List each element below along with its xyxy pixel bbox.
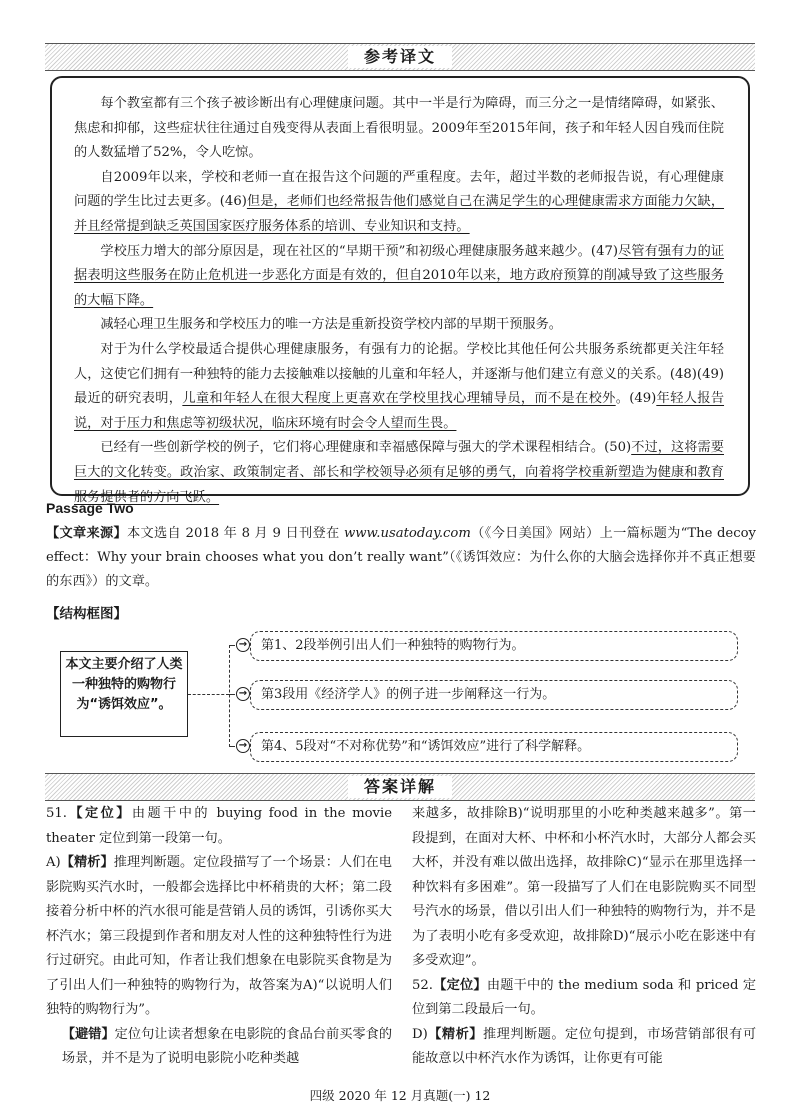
underlined-sentence: 不过，这将需要巨大的文化转变。政治家、政策制定者、部长和学校领导必须有足够的勇气，向着将学校重新塑造为健康和教育服务提供者的方向飞跃。 [74, 440, 724, 505]
paragraph-text: 。(49) [615, 391, 657, 407]
answer-entry [412, 974, 756, 1023]
arrow-icon: → [236, 739, 250, 753]
paragraph-text: 减轻心理卫生服务和学校压力的唯一方法是重新投资学校内部的早期干预服务。 [100, 317, 562, 333]
answer-text: 由题干中的 the medium soda 和 priced 定位到第二段最后一句。 [412, 977, 757, 1017]
connector-2 [229, 694, 235, 695]
answer-number: D) [412, 1026, 428, 1042]
answer-text: 来越多，故排除B)“说明那里的小吃种类越来越多”。第一段提到，在面对大杯、中杯和小杯汽水时，大部分人都会买大杯，并没有难以做出选择，故排除C)“显示在那里选择一种饮料有多困难”。第一段描写了人们在电影院购买不同型号汽水的场景，借以引出人们一种独特的购物行为，并不是为了表明小吃有多受欢迎，故排除D)“展示小吃在影迷中有多受欢迎”。 [412, 806, 756, 968]
answer-text: 推理判断题。定位句提到，市场营销部很有可能故意以中杯汽水作为诱饵，让你更有可能 [412, 1026, 757, 1066]
arrow-icon: → [236, 687, 250, 701]
source-text-2: （《今日美国》网站）上一篇标题为“The decoy effect：Why your brain chooses what you don’t really want”（《诱饵效应：为什么你的大脑会选择你并不真正想要的东西》）的文章。 [46, 526, 757, 589]
structure-item: 第3段用《经济学人》的例子进一步阐释这一行为。 [250, 680, 738, 710]
answer-number: 51. [46, 806, 67, 821]
structure-main-box: 本文主要介绍了人类一种独特的购物行为“诱饵效应”。 [60, 651, 188, 737]
answer-text: 定位句让读者想象在电影院的食品台前买零食的场景，并不是为了说明电影院小吃种类越 [61, 1026, 393, 1066]
paragraph-text: 自2009年以来，学校和老师一直在报告这个问题的严重程度。去年，超过半数的老师报告说，有心理健康问题的学生比过去更多。(46) [74, 169, 724, 210]
translation-header: 参考译文 [348, 46, 452, 68]
translation-paragraph [74, 436, 724, 510]
source-site: www.usatoday.com [343, 526, 471, 541]
paragraph-text: 已经有一些创新学校的例子，它们将心理健康和幸福感保障与强大的学术课程相结合。(50) [100, 440, 632, 456]
answer-text: 推理判断题。定位段描写了一个场景：人们在电影院购买汽水时，一般都会选择比中杯稍贵的大杯；第二段接着分析中杯的汽水很可能是营销人员的诱饵，引诱你买大杯汽水；第三段提到作者和朋友对人性的这种独特性行为进行过研究。由此可知，作者让我们想象在电影院买食物是为了引出人们一种独特的购物行为，故答案为A)“以说明人们独特的购物行为”。 [46, 855, 392, 1017]
translation-header-banner [45, 43, 755, 71]
answers-header: 答案详解 [348, 776, 452, 798]
answer-entry [412, 802, 756, 974]
source-label: 【文章来源】 [46, 526, 128, 541]
paragraph-text: 对于为什么学校最适合提供心理健康服务，有强有力的论据。学校比其他任何公共服务系统都更关注年轻人，这使它们拥有一种独特的能力去接触难以接触的儿童和年轻人，并逐渐与他们建立有意义的关系。(48)(49)最近的研究表明， [74, 341, 724, 407]
article-source [46, 522, 756, 594]
answer-entry [412, 1023, 756, 1072]
arrow-icon: → [236, 638, 250, 652]
translation-paragraph [74, 92, 724, 166]
structure-item: 第4、5段对“不对称优势”和“诱饵效应”进行了科学解释。 [250, 732, 738, 762]
connector-main [188, 694, 229, 695]
structure-item: 第1、2段举例引出人们一种独特的购物行为。 [250, 631, 738, 661]
underlined-sentence: 儿童和年轻人在很大程度上更喜欢在学校里找心理辅导员，而不是在校外 [182, 391, 616, 407]
underlined-sentence: 但是，老师们也经常报告他们感觉自己在满足学生的心理健康需求方面能力欠缺，并且经常提到缺乏英国国家医疗服务体系的培训、专业知识和支持。 [74, 194, 725, 234]
source-text-1: 本文选自 2018 年 8 月 9 日刊登在 [127, 526, 344, 541]
connector-vertical [229, 645, 230, 747]
answer-number: A) [46, 855, 61, 870]
page-footer: 四级 2020 年 12 月真题(一) 12 [309, 1088, 491, 1103]
answer-number: 52. [412, 977, 433, 993]
answer-entry [46, 851, 392, 1023]
answers-left-column [46, 802, 392, 1072]
underlined-sentence: 尽管有强有力的证据表明这些服务在防止危机进一步恶化方面是有效的，但自2010年以来，地方政府预算的削减导致了这些服务的大幅下降。 [74, 243, 725, 308]
answer-tag: 【避错】 [61, 1026, 115, 1042]
answer-entry [46, 1023, 392, 1072]
translation-paragraph [74, 240, 724, 314]
underlined-sentence: 年轻人报告说，对于压力和焦虑等初级状况，临床环境有时会令人望而生畏。 [74, 391, 725, 431]
connector-3 [229, 746, 235, 747]
paragraph-text: 学校压力增大的部分原因是，现在社区的“早期干预”和初级心理健康服务越来越少。(47) [100, 243, 619, 259]
answer-tag: 【定位】 [66, 806, 132, 821]
answer-entry [46, 802, 392, 851]
translation-paragraph [74, 338, 724, 436]
answer-tag: 【精析】 [60, 855, 114, 870]
paragraph-text: 每个教室都有三个孩子被诊断出有心理健康问题。其中一半是行为障碍，而三分之一是情绪障碍，如紧张、焦虑和抑郁，这些症状往往通过自残变得从表面上看很明显。2009年至2015年间，孩子和年轻人因自残而住院的人数猛增了52%，令人吃惊。 [74, 96, 724, 161]
answer-text: 由题干中的 buying food in the movie theater 定位到第一段第一句。 [46, 806, 392, 846]
answer-tag: 【定位】 [432, 977, 487, 993]
passage-title: Passage Two [46, 500, 134, 516]
answers-header-banner [45, 773, 755, 801]
translation-paragraph [74, 313, 724, 338]
translation-box [50, 76, 750, 505]
answers-right-column [412, 802, 756, 1072]
structure-label: 【结构框图】 [46, 606, 127, 622]
answer-tag: 【精析】 [427, 1026, 483, 1042]
connector-1 [229, 645, 235, 646]
translation-paragraph [74, 166, 724, 240]
